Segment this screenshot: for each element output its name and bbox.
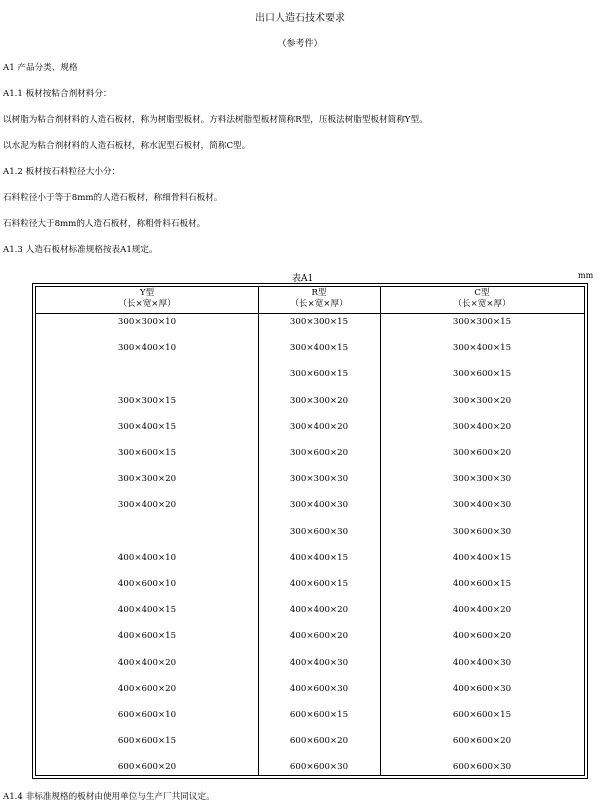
table-cell: 400×600×30	[289, 683, 349, 694]
table-cell: 600×600×15	[117, 736, 177, 747]
table-cell: 300×400×15	[117, 421, 177, 432]
table-cell: 400×400×15	[117, 605, 177, 616]
table-cell: 400×600×20	[452, 631, 512, 642]
section-heading-a1: A1 产品分类、规格	[3, 63, 78, 73]
paragraph-resin-type: 以树脂为粘合剂材料的人造石板材，称为树脂型板材。方料法树脂型板材简称R型，压板法树脂型板材简称Y型。	[3, 115, 428, 125]
table-cell: 600×600×30	[452, 762, 512, 773]
table-cell: 400×400×30	[452, 657, 512, 668]
table-cell: 400×600×15	[117, 631, 177, 642]
table-cell: 400×400×30	[289, 657, 349, 668]
table-cell: 600×600×15	[452, 710, 512, 720]
table-cell: 300×300×20	[452, 395, 512, 406]
table-cell: 300×300×15	[117, 395, 177, 406]
spec-table	[32, 283, 588, 779]
paragraph-coarse-aggregate: 石料粒径大于8mm的人造石板材，称粗骨料石板材。	[3, 219, 206, 229]
table-cell: 300×400×15	[452, 343, 512, 354]
table-cell: 400×400×15	[452, 552, 512, 563]
table-cell: 300×300×20	[117, 474, 177, 485]
table-cell: 300×600×30	[289, 526, 349, 537]
table-cell: 600×600×15	[289, 710, 349, 720]
column-header-y-name: Y型	[139, 288, 155, 298]
table-cell: 300×300×15	[289, 317, 349, 327]
table-unit: mm	[578, 271, 594, 280]
table-cell: 300×400×20	[289, 421, 349, 432]
table-cell: 400×600×15	[452, 579, 512, 589]
column-header-r-name: R型	[311, 288, 327, 298]
table-cell: 300×300×10	[117, 317, 177, 327]
table-cell: 300×300×30	[289, 474, 349, 485]
table-cell: 300×400×20	[117, 500, 177, 511]
table-cell: 300×600×15	[117, 448, 177, 458]
table-cell: 400×600×10	[117, 579, 177, 589]
document-title: 出口人造石技术要求	[255, 13, 345, 24]
table-cell: 300×400×30	[452, 500, 512, 511]
table-cell: 300×400×30	[289, 500, 349, 511]
table-cell: 300×400×20	[452, 421, 512, 432]
table-cell: 300×600×15	[289, 369, 349, 380]
table-cell: 600×600×20	[289, 736, 349, 747]
table-cell: 400×600×15	[289, 579, 349, 589]
paragraph-fine-aggregate: 石料粒径小于等于8mm的人造石板材，称细骨料石板材。	[3, 193, 223, 203]
section-heading-a1-3: A1.3 人造石板材标准规格按表A1规定。	[3, 245, 158, 255]
table-cell: 300×600×20	[452, 448, 512, 458]
table-cell: 300×400×10	[117, 343, 177, 354]
table-cell: 400×400×20	[117, 657, 177, 668]
table-cell: 400×600×20	[117, 683, 177, 694]
table-cell: 300×400×15	[289, 343, 349, 354]
table-cell: 600×600×20	[452, 736, 512, 747]
section-heading-a1-1: A1.1 板材按粘合剂材料分：	[3, 89, 112, 99]
table-cell: 600×600×20	[117, 762, 177, 773]
table-cell: 300×300×30	[452, 474, 512, 485]
table-cell: 300×300×15	[452, 317, 512, 327]
column-header-y	[36, 288, 258, 310]
column-header-c-name: C型	[474, 288, 490, 298]
spec-table-inner	[35, 286, 585, 776]
table-cell: 300×600×15	[452, 369, 512, 380]
header-divider	[36, 313, 584, 314]
column-header-y-sub: （长×宽×厚）	[118, 299, 176, 309]
table-cell: 300×300×20	[289, 395, 349, 406]
table-cell: 400×600×20	[289, 631, 349, 642]
column-header-c-sub: （长×宽×厚）	[453, 299, 511, 309]
table-cell: 400×400×20	[289, 605, 349, 616]
document-subtitle: （参考件）	[277, 39, 323, 49]
column-header-r-sub: （长×宽×厚）	[290, 299, 348, 309]
table-cell: 400×600×30	[452, 683, 512, 694]
paragraph-cement-type: 以水泥为粘合剂材料的人造石板材，称水泥型石板材，简称C型。	[3, 141, 251, 151]
section-heading-a1-2: A1.2 板材按石料粒径大小分：	[3, 167, 121, 177]
table-cell: 300×600×30	[452, 526, 512, 537]
table-cell: 400×400×20	[452, 605, 512, 616]
table-cell: 600×600×10	[117, 710, 177, 720]
table-cell: 300×600×20	[289, 448, 349, 458]
table-cell: 400×400×15	[289, 552, 349, 563]
paragraph-nonstandard: A1.4 非标准规格的板材由使用单位与生产厂共同议定。	[3, 792, 215, 802]
column-header-r	[258, 288, 380, 310]
column-header-c	[380, 288, 584, 310]
table-cell: 400×400×10	[117, 552, 177, 563]
table-cell: 600×600×30	[289, 762, 349, 773]
table-caption: 表A1	[292, 274, 314, 284]
